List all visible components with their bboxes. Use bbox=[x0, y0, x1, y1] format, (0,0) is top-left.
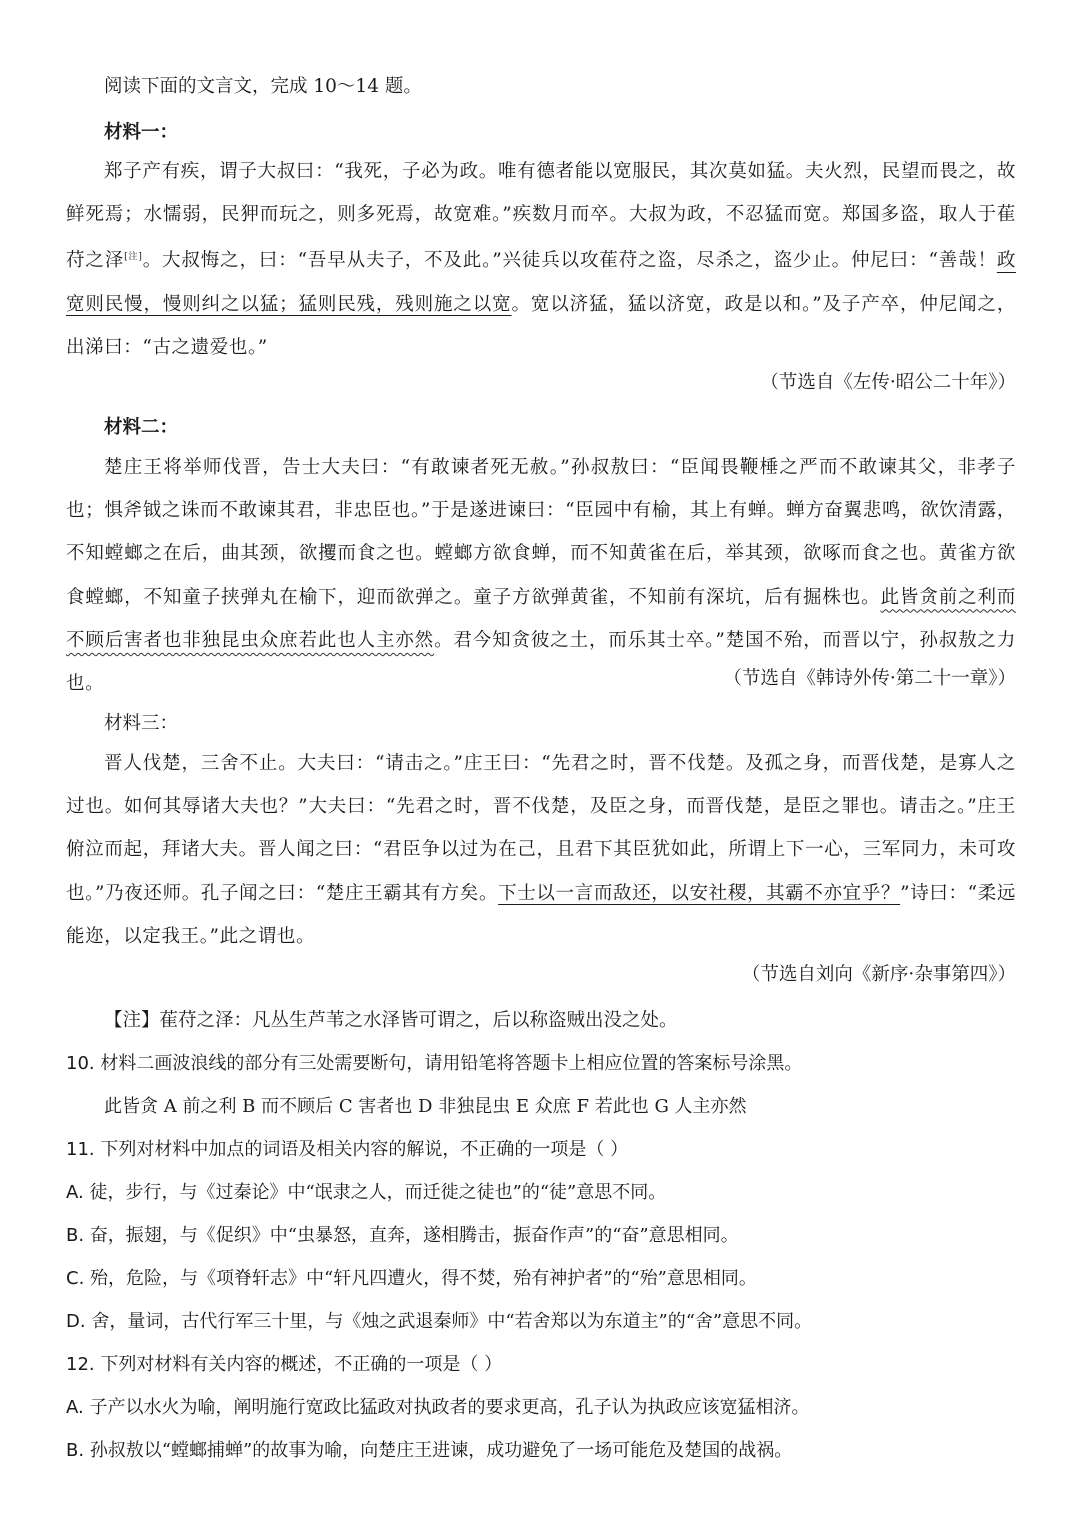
question-12: 12. 下列对材料有关内容的概述，不正确的一项是（ ） bbox=[66, 1354, 503, 1375]
question-11-option-b: B. 奋，振翅，与《促织》中“虫暴怒，直奔，遂相腾击，振奋作声”的“奋”意思相同。 bbox=[66, 1225, 739, 1246]
material-1-heading: 材料一： bbox=[104, 122, 179, 143]
question-10-line: 此皆贪 A 前之利 B 而不顾后 C 害者也 D 非独昆虫 E 众庶 F 若此也 G 人主亦然 bbox=[104, 1096, 747, 1117]
material-2-source: （节选自《韩诗外传·第二十一章》） bbox=[723, 668, 1016, 689]
material-3-underlined: 下士以一言而敌还，以安社稷，其霸不亦宜乎？ bbox=[498, 882, 901, 904]
material-2-heading: 材料二： bbox=[104, 417, 179, 438]
question-10: 10. 材料二画波浪线的部分有三处需要断句，请用铅笔将答题卡上相应位置的答案标号涂黑。 bbox=[66, 1053, 803, 1074]
intro-line: 阅读下面的文言文，完成 10～14 题。 bbox=[104, 76, 422, 97]
footnote: 【注】萑苻之泽：凡丛生芦苇之水泽皆可谓之，后以称盗贼出没之处。 bbox=[104, 1010, 678, 1031]
question-11-option-d: D. 舍，量词，古代行军三十里，与《烛之武退秦师》中“若舍郑以为东道主”的“舍”意思不同。 bbox=[66, 1311, 813, 1332]
material-3-text: 晋人伐楚，三舍不止。大夫曰：“请击之。”庄王曰：“先君之时，晋不伐楚。及孤之身，而晋伐楚，是寡人之过也。如何其辱诸大夫也？”大夫曰：“先君之时，晋不伐楚，及臣之身，而晋伐楚，是臣之罪也。请击之。”庄王俯泣而起，拜诸大夫。晋人闻之曰：“君臣争以过为在己，且君下其臣犹如此，所谓上下一心，三军同力，未可攻也。”乃夜还师。孔子闻之曰：“楚庄王霸其有方矣。下士以一言而敌还，以安社稷，其霸不亦宜乎？”诗曰：“柔远能迩，以定我王。”此之谓也。 bbox=[66, 753, 1016, 947]
material-2-text: 楚庄王将举师伐晋，告士大夫曰：“有敢谏者死无赦。”孙叔敖曰：“臣闻畏鞭棰之严而不敢谏其父，非孝子也；惧斧钺之诛而不敢谏其君，非忠臣也。”于是遂进谏曰：“臣园中有榆，其上有蝉。蝉方奋翼悲鸣，欲饮清露，不知螳螂之在后，曲其颈，欲攫而食之也。螳螂方欲食蝉，而不知黄雀在后，举其颈，欲啄而食之也。黄雀方欲食螳螂，不知童子挟弹丸在榆下，迎而欲弹之。童子方欲弹黄雀，不知前有深坑，后有掘株也。此皆贪前之利而不顾后害者也非独昆虫众庶若此也人主亦然。君今知贪彼之土，而乐其士卒。”楚国不殆，而晋以宁，孙叔敖之力也。 bbox=[66, 457, 1017, 695]
note-marker: [注] bbox=[124, 252, 143, 263]
question-11: 11. 下列对材料中加点的词语及相关内容的解说，不正确的一项是（ ） bbox=[66, 1139, 629, 1160]
question-11-option-a: A. 徒，步行，与《过秦论》中“氓隶之人，而迁徙之徒也”的“徒”意思不同。 bbox=[66, 1182, 667, 1203]
material-3-heading: 材料三： bbox=[104, 713, 179, 734]
material-3-source: （节选自刘向《新序·杂事第四》） bbox=[741, 964, 1016, 985]
question-12-option-a: A. 子产以水火为喻，阐明施行宽政比猛政对执政者的要求更高，孔子认为执政应该宽猛相济。 bbox=[66, 1397, 810, 1418]
material-1-underlined: 政宽则民慢，慢则纠之以猛；猛则民残，残则施之以宽 bbox=[66, 250, 1016, 315]
question-12-option-b: B. 孙叔敖以“螳螂捕蝉”的故事为喻，向楚庄王进谏，成功避免了一场可能危及楚国的战祸。 bbox=[66, 1440, 793, 1461]
material-1-text: 郑子产有疾，谓子大叔曰：“我死，子必为政。唯有德者能以宽服民，其次莫如猛。夫火烈，民望而畏之，故鲜死焉；水懦弱，民狎而玩之，则多死焉，故宽难。”疾数月而卒。大叔为政，不忍猛而宽。郑国多盗，取人于萑苻之泽[注]。大叔悔之，曰：“吾早从夫子，不及此。”兴徒兵以攻萑苻之盗，尽杀之，盗少止。仲尼曰：“善哉！政宽则民慢，慢则纠之以猛；猛则民残，残则施之以宽。宽以济猛，猛以济宽，政是以和。”及子产卒，仲尼闻之，出涕曰：“古之遗爱也。” bbox=[66, 161, 1016, 358]
question-11-option-c: C. 殆，危险，与《项脊轩志》中“轩凡四遭火，得不焚，殆有神护者”的“殆”意思相同。 bbox=[66, 1268, 757, 1289]
material-2-wavy-line: 此皆贪前之利而不顾后害者也非独昆虫众庶若此也人主亦然 bbox=[66, 586, 1016, 651]
material-1-source: （节选自《左传·昭公二十年》） bbox=[760, 372, 1016, 393]
